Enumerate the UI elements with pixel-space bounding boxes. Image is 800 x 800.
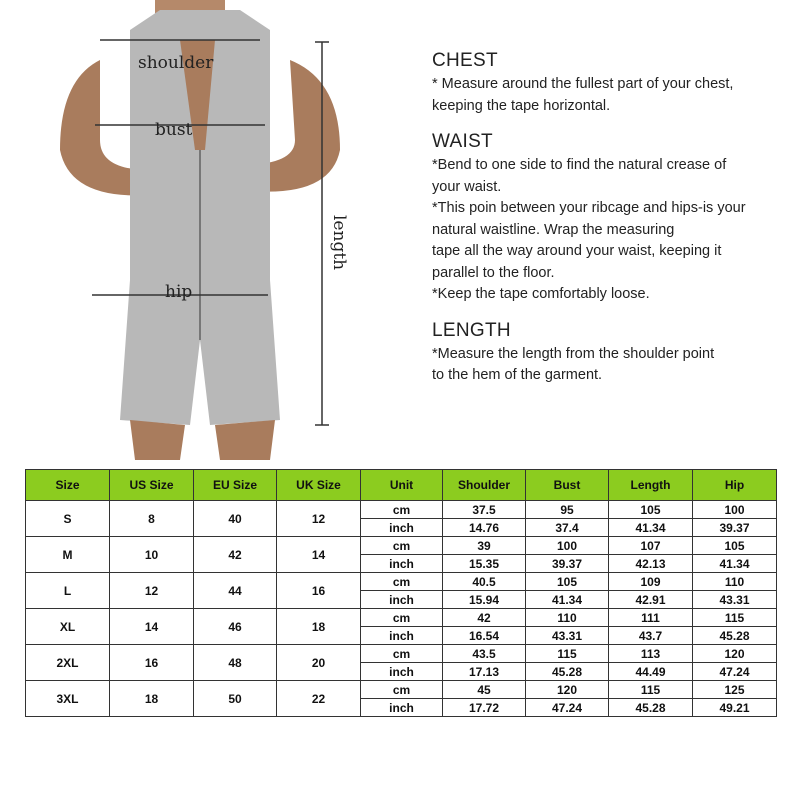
table-row [26,609,777,627]
cell-inch: 42.91 [609,591,693,609]
cell-inch: 17.13 [443,663,526,681]
cell-size: 2XL [26,645,110,681]
cell-size: M [26,537,110,573]
cell-cm: 110 [526,609,609,627]
length-title: LENGTH [432,319,511,341]
cell-inch: inch [361,519,443,537]
cell-inch: 47.24 [693,663,777,681]
cell-inch: inch [361,555,443,573]
cell-cm: cm [361,537,443,555]
table-row [26,645,777,663]
cell-size: XL [26,609,110,645]
column-header: Length [609,470,693,501]
waist-section [432,131,792,306]
cell-uk: 14 [277,537,361,573]
table-row [26,501,777,519]
cell-inch: 16.54 [443,627,526,645]
waist-title: WAIST [432,131,493,152]
cell-inch: 45.28 [526,663,609,681]
cell-inch: 41.34 [526,591,609,609]
chest-text: * Measure around the fullest part of your chest, keeping the tape horizontal. [432,76,734,114]
cell-cm: cm [361,645,443,663]
cell-cm: 115 [526,645,609,663]
cell-cm: cm [361,609,443,627]
cell-us: 14 [110,609,194,645]
cell-cm: 45 [443,681,526,699]
cell-inch: 47.24 [526,699,609,717]
column-header: Bust [526,470,609,501]
chest-title: CHEST [432,50,498,71]
cell-uk: 16 [277,573,361,609]
cell-inch: 39.37 [693,519,777,537]
cell-cm: 100 [526,537,609,555]
cell-inch: 41.34 [693,555,777,573]
cell-inch: 49.21 [693,699,777,717]
cell-cm: 43.5 [443,645,526,663]
cell-cm: 120 [526,681,609,699]
cell-inch: inch [361,699,443,717]
cell-cm: 115 [609,681,693,699]
cell-cm: 113 [609,645,693,663]
cell-inch: 43.31 [526,627,609,645]
cell-cm: 111 [609,609,693,627]
column-header: US Size [110,470,194,501]
cell-us: 12 [110,573,194,609]
table-row [26,573,777,591]
model-figure [40,0,370,460]
cell-cm: 110 [693,573,777,591]
cell-inch: 43.7 [609,627,693,645]
cell-eu: 46 [194,609,277,645]
cell-inch: 39.37 [526,555,609,573]
cell-us: 18 [110,681,194,717]
length-text: *Measure the length from the shoulder point to the hem of the garment. [432,345,715,383]
cell-inch: inch [361,591,443,609]
cell-cm: 120 [693,645,777,663]
cell-us: 16 [110,645,194,681]
cell-inch: 45.28 [693,627,777,645]
length-label: length [329,215,349,271]
cell-inch: 42.13 [609,555,693,573]
hip-label: hip [165,282,193,302]
cell-inch: inch [361,627,443,645]
column-header: EU Size [194,470,277,501]
cell-size: 3XL [26,681,110,717]
legs [130,420,275,460]
column-header: Hip [693,470,777,501]
cell-inch: inch [361,663,443,681]
cell-cm: cm [361,501,443,519]
column-header: Unit [361,470,443,501]
size-table [25,469,777,717]
cell-cm: 125 [693,681,777,699]
cell-inch: 17.72 [443,699,526,717]
cell-us: 8 [110,501,194,537]
cell-cm: 40.5 [443,573,526,591]
cell-eu: 48 [194,645,277,681]
table-row [26,537,777,555]
table-header [26,470,777,501]
cell-inch: 43.31 [693,591,777,609]
chest-section [432,50,792,117]
shoulder-label: shoulder [138,53,214,73]
cell-uk: 12 [277,501,361,537]
cell-cm: 115 [693,609,777,627]
cell-inch: 15.94 [443,591,526,609]
cell-us: 10 [110,537,194,573]
cell-size: S [26,501,110,537]
column-header: UK Size [277,470,361,501]
cell-cm: 100 [693,501,777,519]
cell-uk: 18 [277,609,361,645]
cell-cm: 95 [526,501,609,519]
cell-eu: 42 [194,537,277,573]
cell-inch: 37.4 [526,519,609,537]
cell-inch: 14.76 [443,519,526,537]
column-header: Size [26,470,110,501]
cell-cm: 109 [609,573,693,591]
cell-cm: 107 [609,537,693,555]
cell-eu: 40 [194,501,277,537]
cell-eu: 50 [194,681,277,717]
cell-inch: 15.35 [443,555,526,573]
cell-cm: 42 [443,609,526,627]
bust-label: bust [155,120,193,140]
cell-cm: 37.5 [443,501,526,519]
cell-uk: 20 [277,645,361,681]
cell-cm: cm [361,681,443,699]
table-row [26,681,777,699]
cell-inch: 45.28 [609,699,693,717]
column-header: Shoulder [443,470,526,501]
cell-size: L [26,573,110,609]
cell-cm: 39 [443,537,526,555]
length-section [432,320,792,387]
cell-inch: 41.34 [609,519,693,537]
cell-cm: cm [361,573,443,591]
waist-text: *Bend to one side to find the natural crease of your waist. *This poin between your ribcage and hips-is your natural waistline. Wrap the measuring tape all the way around your waist, keeping it parallel to the floor. *Keep the tape comfortably loose. [432,157,746,302]
cell-inch: 44.49 [609,663,693,681]
measurement-guide [432,50,792,401]
cell-cm: 105 [693,537,777,555]
cell-cm: 105 [609,501,693,519]
cell-uk: 22 [277,681,361,717]
cell-cm: 105 [526,573,609,591]
cell-eu: 44 [194,573,277,609]
